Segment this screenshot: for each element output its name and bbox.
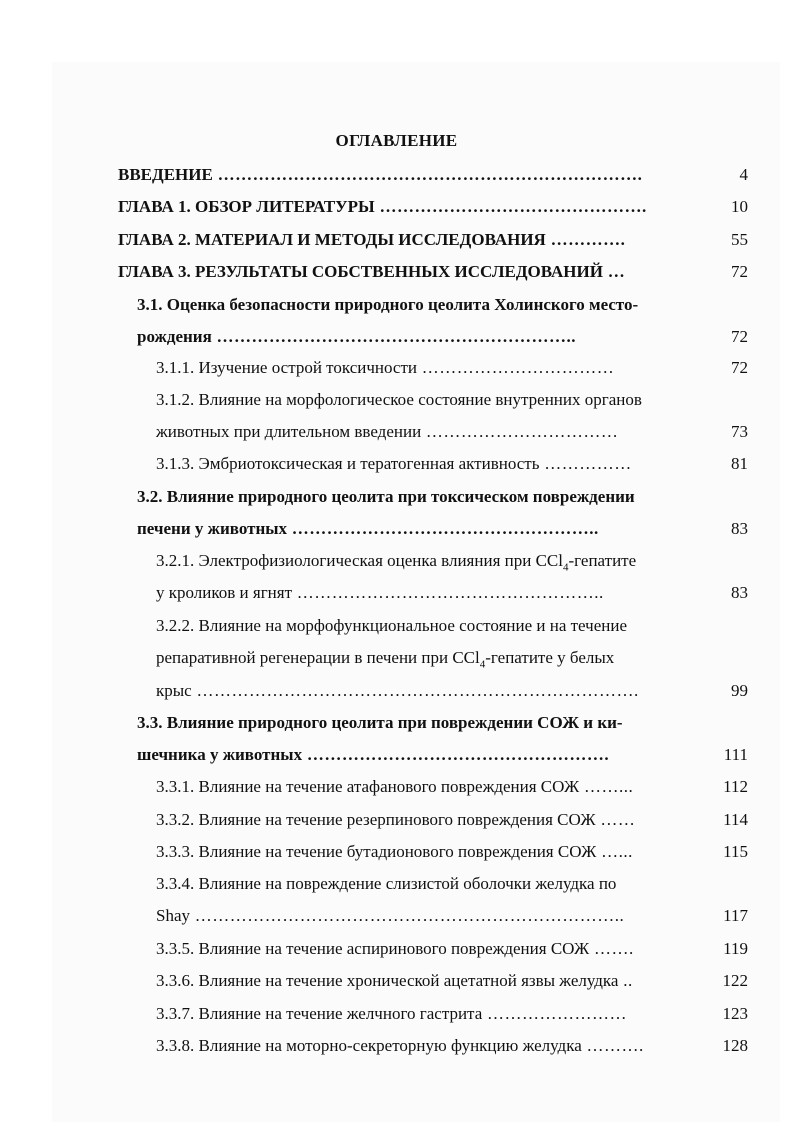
toc-entry-3-2-1[interactable]: 3.2.1. Электрофизиологическая оценка влияния при CCl$_4$-гепатите — [156, 551, 637, 574]
toc-entry-chapter-2[interactable]: ГЛАВА 2. МАТЕРИАЛ И МЕТОДЫ ИССЛЕДОВАНИЯ …………. — [118, 230, 626, 249]
page-number: 72 — [731, 358, 748, 377]
toc-entry-3-3-5[interactable]: 3.3.5. Влияние на течение аспиринового повреждения СОЖ ……. — [156, 939, 634, 958]
page-number: 72 — [731, 327, 748, 346]
toc-entry-chapter-3[interactable]: ГЛАВА 3. РЕЗУЛЬТАТЫ СОБСТВЕННЫХ ИССЛЕДОВАНИЙ … — [118, 262, 626, 281]
page-number: 123 — [722, 1004, 748, 1023]
page-number: 99 — [731, 681, 748, 700]
toc-entry-section-3-1[interactable]: 3.1. Оценка безопасности природного цеолита Холинского место- — [137, 295, 639, 314]
toc-entry-3-2-2-cont[interactable]: репаративной регенерации в печени при CCl$_4$-гепатите у белых — [156, 648, 615, 671]
page-number: 73 — [731, 422, 748, 441]
page-number: 117 — [723, 906, 748, 925]
toc-entry-section-3-2-cont[interactable]: печени у животных …………………………………………….. — [137, 519, 599, 538]
toc-entry-chapter-1[interactable]: ГЛАВА 1. ОБЗОР ЛИТЕРАТУРЫ ………………………………………. — [118, 197, 647, 216]
page-title: ОГЛАВЛЕНИЕ — [335, 131, 458, 150]
toc-entry-introduction[interactable]: ВВЕДЕНИЕ ………………………………………………………………. — [118, 165, 643, 184]
toc-entry-3-3-8[interactable]: 3.3.8. Влияние на моторно-секреторную функцию желудка ………. — [156, 1036, 644, 1055]
page-number: 72 — [731, 262, 748, 281]
toc-entry-section-3-2[interactable]: 3.2. Влияние природного цеолита при токсическом повреждении — [137, 487, 635, 506]
page-number: 119 — [723, 939, 748, 958]
toc-entry-3-2-1-cont[interactable]: у кроликов и ягнят …………………………………………….. — [156, 583, 604, 602]
page-number: 83 — [731, 519, 748, 538]
toc-entry-3-3-3[interactable]: 3.3.3. Влияние на течение бутадионового повреждения СОЖ …... — [156, 842, 633, 861]
page-number: 112 — [723, 777, 748, 796]
page-number: 10 — [731, 197, 748, 216]
toc-entry-3-3-7[interactable]: 3.3.7. Влияние на течение желчного гастрита …………………… — [156, 1004, 627, 1023]
toc-entry-3-3-4[interactable]: 3.3.4. Влияние на повреждение слизистой оболочки желудка по — [156, 874, 617, 893]
toc-entry-3-1-1[interactable]: 3.1.1. Изучение острой токсичности …………………………… — [156, 358, 615, 377]
page-number: 114 — [723, 810, 748, 829]
toc-entry-3-3-1[interactable]: 3.3.1. Влияние на течение атафанового повреждения СОЖ ……... — [156, 777, 634, 796]
toc-entry-section-3-3-cont[interactable]: шечника у животных ……………………………………………. — [137, 745, 610, 764]
page-number: 55 — [731, 230, 748, 249]
toc-entry-3-2-2[interactable]: 3.2.2. Влияние на морфофункциональное состояние и на течение — [156, 616, 628, 635]
toc-entry-3-1-2-cont[interactable]: животных при длительном введении …………………………… — [156, 422, 619, 441]
toc-entry-section-3-1-cont[interactable]: рождения …………………………………………………….. — [137, 327, 577, 346]
page-number: 81 — [731, 454, 748, 473]
toc-entry-3-1-3[interactable]: 3.1.3. Эмбриотоксическая и тератогенная активность …………… — [156, 454, 632, 473]
toc-entry-3-1-2[interactable]: 3.1.2. Влияние на морфологическое состояние внутренних органов — [156, 390, 642, 409]
toc-entry-3-2-2-cont2[interactable]: крыс …………………………………………………………………. — [156, 681, 639, 700]
toc-entry-3-3-4-cont[interactable]: Shay ……………………………………………………………….. — [156, 906, 625, 925]
page-number: 122 — [722, 971, 748, 990]
toc-entry-3-3-6[interactable]: 3.3.6. Влияние на течение хронической ацетатной язвы желудка .. — [156, 971, 633, 990]
page-number: 115 — [723, 842, 748, 861]
page-number: 111 — [723, 745, 748, 764]
toc-entry-3-3-2[interactable]: 3.3.2. Влияние на течение резерпинового повреждения СОЖ …… — [156, 810, 636, 829]
page-number: 4 — [739, 165, 748, 184]
page-number: 128 — [722, 1036, 748, 1055]
toc-entry-section-3-3[interactable]: 3.3. Влияние природного цеолита при повреждении СОЖ и ки- — [137, 713, 623, 732]
page-number: 83 — [731, 583, 748, 602]
